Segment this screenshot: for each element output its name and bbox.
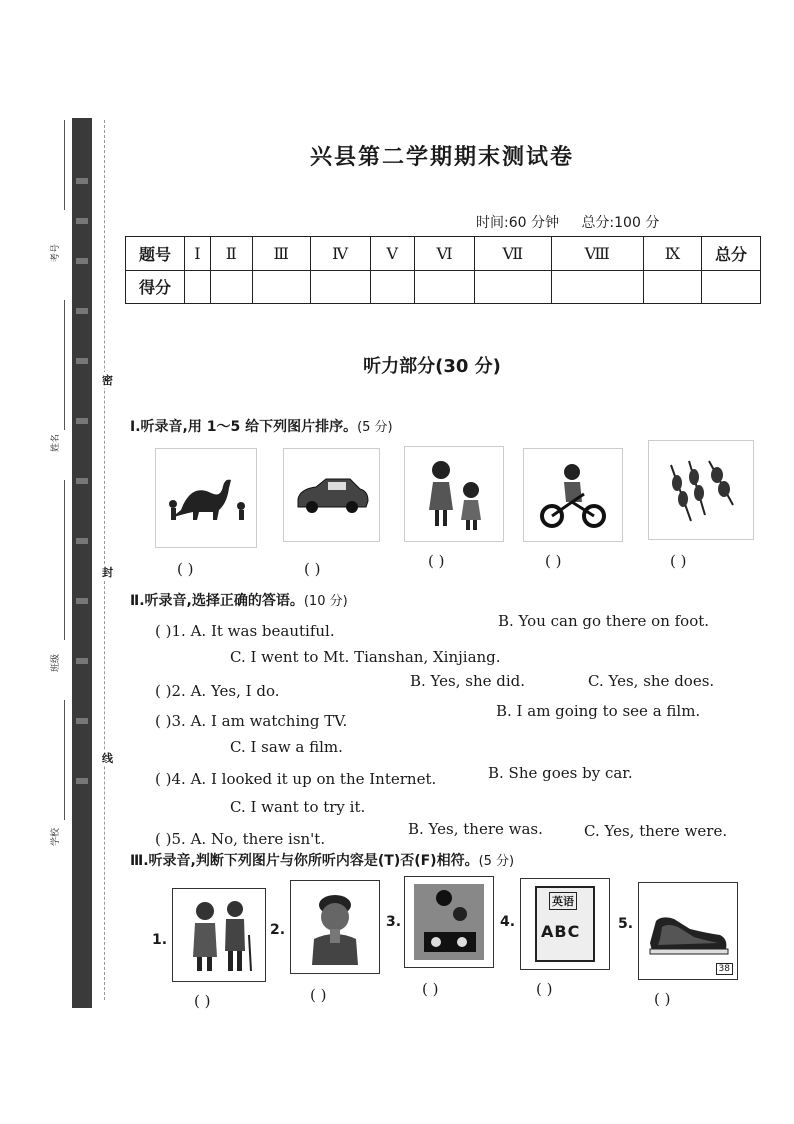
q3-answer-blank[interactable]: ( )	[422, 980, 439, 998]
q2-item-2	[155, 682, 280, 700]
sidebar-label-exam-no: 考号	[51, 243, 61, 262]
answer-paren[interactable]: ( )	[155, 622, 172, 640]
score-cell[interactable]	[475, 270, 551, 304]
col-6: Ⅵ	[414, 237, 474, 271]
option-c: C. I went to Mt. Tianshan, Xinjiang.	[230, 648, 501, 666]
sneakers-icon	[638, 882, 738, 980]
q3-item-number: 5.	[618, 916, 634, 932]
option-b: B. You can go there on foot.	[498, 612, 710, 630]
q3-answer-blank[interactable]: ( )	[654, 990, 671, 1008]
exam-total: 总分:100 分	[581, 215, 660, 231]
q1-answer-blank[interactable]: ( )	[545, 552, 562, 570]
q1-answer-blank[interactable]: ( )	[304, 560, 321, 578]
kebab-skewers-icon	[648, 440, 754, 540]
q3-item-number: 4.	[500, 914, 516, 930]
english-book-icon	[520, 878, 610, 970]
option-a: A. I looked it up on the Internet.	[190, 770, 437, 788]
two-girls-icon	[404, 446, 504, 542]
score-cell[interactable]	[414, 270, 474, 304]
q2-points: (10 分)	[303, 594, 348, 609]
col-1: Ⅰ	[185, 237, 211, 271]
col-9: Ⅸ	[643, 237, 701, 271]
q3-heading	[130, 850, 514, 870]
q3-answer-blank[interactable]: ( )	[194, 992, 211, 1010]
score-cell[interactable]	[370, 270, 414, 304]
col-8: Ⅷ	[551, 237, 643, 271]
score-cell[interactable]	[185, 270, 211, 304]
q2-item-4	[155, 770, 436, 788]
q2-item-5	[155, 830, 325, 848]
item-number: 4.	[171, 770, 186, 788]
score-cell[interactable]	[252, 270, 310, 304]
q2-item-1	[155, 622, 335, 640]
book-title: 英语	[549, 892, 577, 910]
sidebar-label-name: 姓名	[51, 433, 61, 452]
col-2: Ⅱ	[210, 237, 252, 271]
item-number: 1.	[171, 622, 186, 640]
item-number: 5.	[171, 830, 186, 848]
sidebar-label-school: 学校	[51, 827, 61, 846]
option-a: A. I am watching TV.	[190, 712, 348, 730]
option-a: A. No, there isn't.	[190, 830, 326, 848]
q3-item-number: 1.	[152, 932, 168, 948]
score-table-score-row	[126, 270, 761, 304]
q1-answer-blank[interactable]: ( )	[177, 560, 194, 578]
option-b: B. Yes, she did.	[410, 672, 526, 690]
sidebar-label-class: 班级	[51, 653, 61, 672]
dinosaur-family-icon	[155, 448, 257, 548]
row-label-question: 题号	[126, 237, 185, 271]
q2-heading-text: Ⅱ.听录音,选择正确的答语。	[130, 593, 304, 609]
q3-answer-blank[interactable]: ( )	[536, 980, 553, 998]
q3-heading-text: Ⅲ.听录音,判断下列图片与你所听内容是(T)否(F)相符。	[130, 853, 479, 869]
score-table-header-row	[126, 237, 761, 271]
sidebar-line	[64, 700, 65, 820]
col-7: Ⅶ	[475, 237, 551, 271]
col-5: Ⅴ	[370, 237, 414, 271]
girl-on-bike-icon	[523, 448, 623, 542]
q1-answer-blank[interactable]: ( )	[428, 552, 445, 570]
page-title: 兴县第二学期期末测试卷	[309, 145, 574, 170]
q3-item-number: 3.	[386, 914, 402, 930]
option-c: C. I want to try it.	[230, 798, 366, 816]
sidebar-line	[64, 480, 65, 640]
q1-heading-text: Ⅰ.听录音,用 1～5 给下列图片排序。	[130, 419, 358, 435]
seal-char-feng: 封	[102, 566, 113, 579]
thinking-man-icon	[290, 880, 380, 974]
score-cell[interactable]	[643, 270, 701, 304]
item-number: 3.	[171, 712, 186, 730]
option-b: B. I am going to see a film.	[496, 702, 701, 720]
option-a: A. Yes, I do.	[190, 682, 280, 700]
q3-points: (5 分)	[478, 854, 515, 869]
seal-char-xian: 线	[102, 752, 113, 765]
score-cell[interactable]	[551, 270, 643, 304]
q2-item-3	[155, 712, 347, 730]
option-c: C. I saw a film.	[230, 738, 343, 756]
page-number: 38	[716, 963, 733, 975]
option-c: C. Yes, there were.	[584, 822, 728, 840]
car-icon	[283, 448, 380, 542]
answer-paren[interactable]: ( )	[155, 712, 172, 730]
option-a: A. It was beautiful.	[190, 622, 335, 640]
option-c: C. Yes, she does.	[588, 672, 715, 690]
exam-meta	[476, 212, 677, 232]
option-b: B. Yes, there was.	[408, 820, 543, 838]
score-cell[interactable]	[210, 270, 252, 304]
section-title: 听力部分(30 分)	[363, 356, 501, 377]
answer-paren[interactable]: ( )	[155, 830, 172, 848]
q3-item-number: 2.	[270, 922, 286, 938]
option-b: B. She goes by car.	[488, 764, 633, 782]
exam-time: 时间:60 分钟	[476, 215, 559, 231]
seal-char-mi: 密	[102, 374, 113, 387]
q2-heading	[130, 590, 348, 610]
q1-points: (5 分)	[357, 420, 393, 435]
col-4: Ⅳ	[310, 237, 370, 271]
score-table	[125, 236, 761, 304]
score-cell[interactable]	[310, 270, 370, 304]
musician-icon	[404, 876, 494, 968]
row-label-score: 得分	[126, 270, 185, 304]
binding-strip	[72, 118, 92, 1008]
col-total: 总分	[702, 237, 761, 271]
q3-answer-blank[interactable]: ( )	[310, 986, 327, 1004]
book-letters: ABC	[541, 922, 581, 941]
q1-heading	[130, 416, 393, 436]
answer-paren[interactable]: ( )	[155, 770, 172, 788]
col-3: Ⅲ	[252, 237, 310, 271]
elderly-couple-icon	[172, 888, 266, 982]
answer-paren[interactable]: ( )	[155, 682, 172, 700]
q1-answer-blank[interactable]: ( )	[670, 552, 687, 570]
seal-dashed-line	[104, 120, 105, 1000]
item-number: 2.	[171, 682, 186, 700]
score-cell[interactable]	[702, 270, 761, 304]
